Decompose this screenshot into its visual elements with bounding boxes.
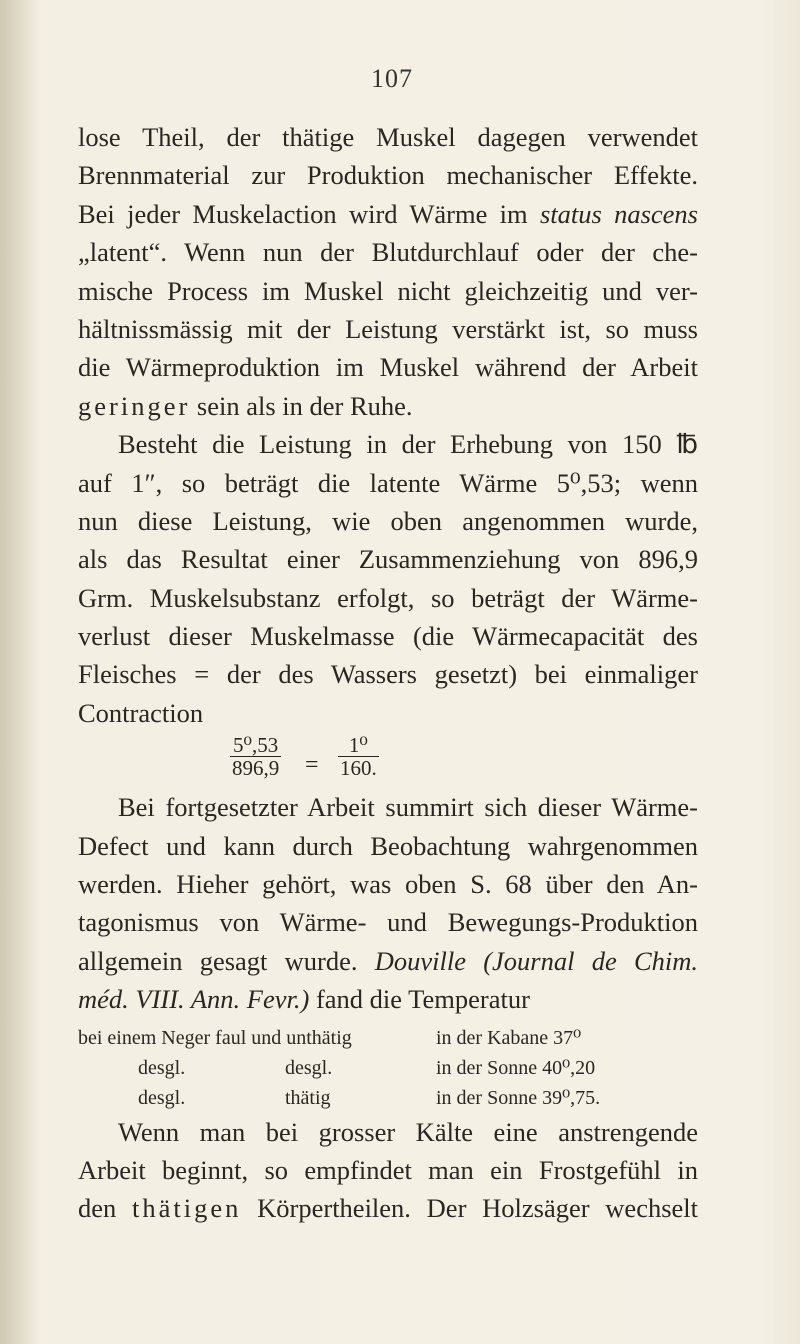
- citation: méd. VIII. Ann. Fevr.): [78, 984, 310, 1015]
- table-cell: in der Sonne 40⁰,20: [436, 1056, 596, 1079]
- text-line: geringer sein als in der Ruhe.: [78, 390, 413, 421]
- text-line: Grm. Muskelsubstanz erfolgt, so beträgt der Wärme-: [78, 582, 698, 613]
- table-cell: thätig: [285, 1086, 331, 1109]
- text-line: werden. Hieher gehört, was oben S. 68 über den An-: [78, 869, 698, 900]
- text-line: den thätigen Körpertheilen. Der Holzsäger wechselt: [78, 1193, 699, 1224]
- table-cell: desgl.: [138, 1086, 186, 1109]
- table-cell: in der Sonne 39⁰,75.: [436, 1086, 601, 1109]
- table-cell: desgl.: [138, 1056, 186, 1079]
- text-line: Bei fortgesetzter Arbeit summirt sich dieser Wärme-: [118, 792, 698, 823]
- text-line: hältnissmässig mit der Leistung verstärkt ist, so muss: [78, 313, 698, 344]
- fraction-denominator: 896,9: [232, 756, 280, 781]
- table-cell: desgl.: [285, 1056, 333, 1079]
- fraction-numerator: 5⁰,53: [230, 734, 281, 757]
- text-line: mische Process im Muskel nicht gleichzeitig und ver-: [78, 275, 698, 306]
- text-line: auf 1″, so beträgt die latente Wärme 5⁰,53; wenn: [78, 467, 698, 498]
- citation: Douville (Journal de Chim.: [374, 945, 698, 976]
- text-line: „latent“. Wenn nun der Blutdurchlauf oder der che-: [78, 237, 698, 268]
- text-line: Contraction: [78, 697, 204, 728]
- text-line: Brennmaterial zur Produktion mechanischer Effekte.: [78, 160, 698, 191]
- table-row: [78, 1083, 698, 1113]
- equals-sign: =: [305, 752, 319, 779]
- table-row: [78, 1053, 698, 1083]
- table-row: [78, 1023, 698, 1053]
- text-line: méd. VIII. Ann. Fevr.) fand die Temperatur: [78, 984, 530, 1015]
- text-line: nun diese Leistung, wie oben angenommen wurde,: [78, 505, 698, 536]
- text-line: Besteht die Leistung in der Erhebung von 150 ℔: [118, 429, 698, 460]
- text-line: Wenn man bei grosser Kälte eine anstrengende: [118, 1116, 698, 1147]
- spaced-word: thätigen: [132, 1193, 242, 1224]
- text-line: Bei jeder Muskelaction wird Wärme im status nascens: [78, 198, 698, 229]
- table-cell: in der Kabane 37⁰: [436, 1026, 582, 1049]
- italic-term: status nascens: [539, 198, 698, 229]
- text-line: die Wärmeproduktion im Muskel während der Arbeit: [78, 352, 698, 383]
- text-line: verlust dieser Muskelmasse (die Wärmecapacität des: [78, 621, 698, 652]
- fraction-right: [338, 734, 379, 779]
- text-line: allgemein gesagt wurde. Douville (Journal de Chim.: [78, 945, 698, 976]
- text-line: Fleisches = der des Wassers gesetzt) bei einmaliger: [78, 659, 698, 690]
- binding-shadow: [0, 0, 40, 1344]
- text-line: lose Theil, der thätige Muskel dagegen verwendet: [78, 122, 698, 152]
- text-line: Arbeit beginnt, so empfindet man ein Frostgefühl in: [78, 1154, 698, 1185]
- text-line: als das Resultat einer Zusammenziehung von 896,9: [78, 544, 698, 575]
- spaced-word: geringer: [78, 390, 191, 421]
- temperature-table: [78, 1023, 698, 1113]
- table-cell: bei einem Neger faul und unthätig: [78, 1026, 352, 1049]
- body-text: [78, 118, 698, 1228]
- fraction-left: [230, 734, 281, 779]
- fraction-denominator: 160.: [340, 756, 377, 781]
- text-line: Defect und kann durch Beobachtung wahrgenommen: [78, 830, 698, 861]
- fraction-numerator: 1⁰: [338, 734, 379, 757]
- text-line: tagonismus von Wärme- und Bewegungs-Produktion: [78, 907, 698, 938]
- fraction-equation: [78, 732, 698, 788]
- page-number: 107: [371, 64, 413, 93]
